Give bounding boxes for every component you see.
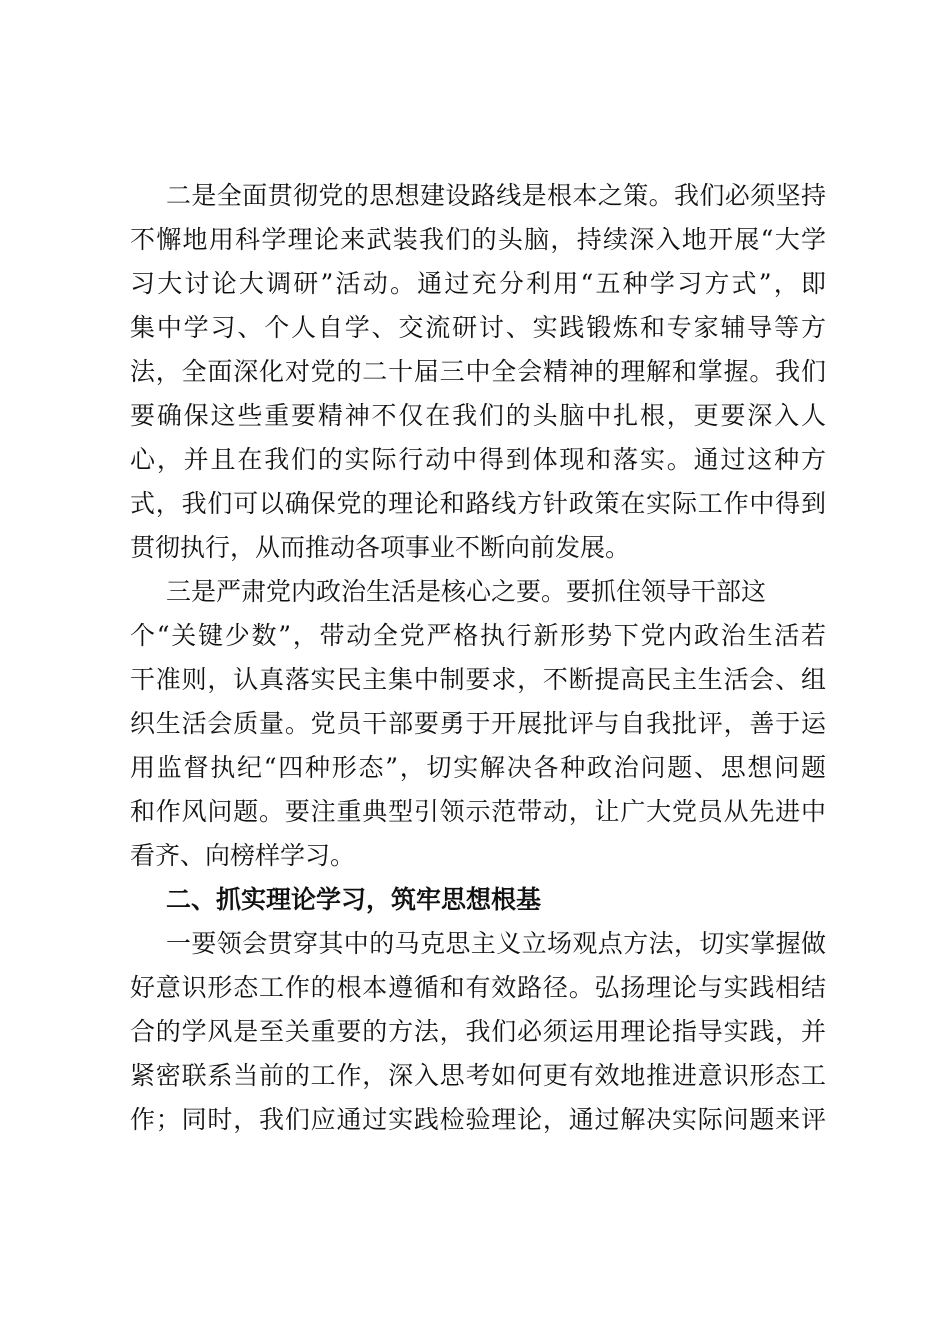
text-line: 不懈地用科学理论来武装我们的头脑，持续深入地开展“大学 bbox=[130, 225, 826, 254]
text-line: 式，我们可以确保党的理论和路线方针政策在实际工作中得到 bbox=[130, 489, 826, 518]
text-line: 集中学习、个人自学、交流研讨、实践锻炼和专家辅导等方 bbox=[130, 313, 826, 342]
text-line: 心，并且在我们的实际行动中得到体现和落实。通过这种方 bbox=[130, 445, 826, 474]
text-line: 一要领会贯穿其中的马克思主义立场观点方法，切实掌握做 bbox=[166, 929, 826, 958]
document-page bbox=[130, 174, 826, 1142]
text-line: 作；同时，我们应通过实践检验理论，通过解决实际问题来评 bbox=[130, 1105, 826, 1134]
text-line: 二是全面贯彻党的思想建设路线是根本之策。我们必须坚持 bbox=[166, 181, 826, 210]
paragraph-ideology-line bbox=[130, 174, 826, 570]
text-line: 织生活会质量。党员干部要勇于开展批评与自我批评，善于运 bbox=[130, 709, 826, 738]
text-line: 法，全面深化对党的二十届三中全会精神的理解和掌握。我们 bbox=[130, 357, 826, 386]
text-line: 和作风问题。要注重典型引领示范带动，让广大党员从先进中 bbox=[130, 797, 826, 826]
text-line: 看齐、向榜样学习。 bbox=[130, 841, 356, 870]
text-line: 习大讨论大调研”活动。通过充分利用“五种学习方式”，即 bbox=[130, 269, 826, 298]
text-line: 个“关键少数”，带动全党严格执行新形势下党内政治生活若 bbox=[130, 621, 826, 650]
text-line: 好意识形态工作的根本遵循和有效路径。弘扬理论与实践相结 bbox=[130, 973, 826, 1002]
section-heading: 二、抓实理论学习，筑牢思想根基 bbox=[166, 885, 542, 914]
text-line: 用监督执纪“四种形态”，切实解决各种政治问题、思想问题 bbox=[130, 753, 826, 782]
paragraph-marxist-method bbox=[130, 922, 826, 1142]
paragraph-political-life bbox=[130, 570, 826, 878]
text-line: 贯彻执行，从而推动各项事业不断向前发展。 bbox=[130, 533, 631, 562]
text-line: 要确保这些重要精神不仅在我们的头脑中扎根，更要深入人 bbox=[130, 401, 826, 430]
text-line: 合的学风是至关重要的方法，我们必须运用理论指导实践，并 bbox=[130, 1017, 826, 1046]
text-line: 紧密联系当前的工作，深入思考如何更有效地推进意识形态工 bbox=[130, 1061, 826, 1090]
text-line: 三是严肃党内政治生活是核心之要。要抓住领导干部这 bbox=[166, 577, 767, 606]
text-line: 干准则，认真落实民主集中制要求，不断提高民主生活会、组 bbox=[130, 665, 826, 694]
